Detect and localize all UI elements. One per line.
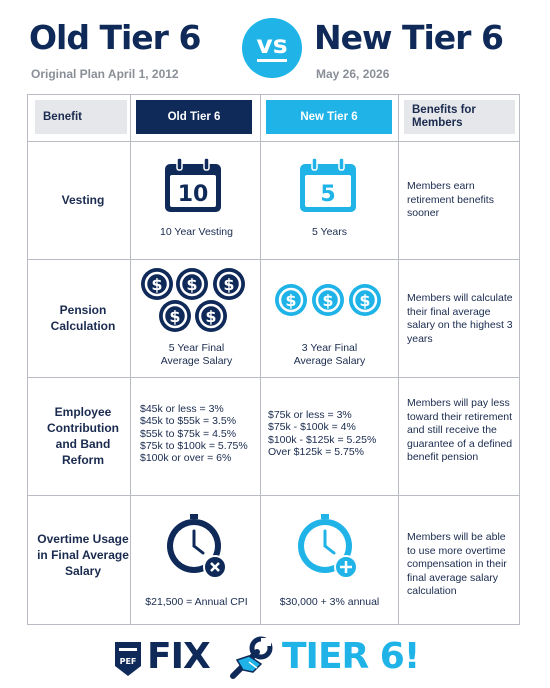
list-item: $75k - $100k = 4% <box>268 421 356 434</box>
overtime-old-caption: $21,500 = Annual CPI <box>145 596 248 608</box>
dollar-coin-icon <box>275 284 307 316</box>
benefit-name-contribution: Employee Contribution and Band Reform <box>47 405 119 467</box>
svg-text:$: $ <box>285 291 297 310</box>
vesting-new-caption: 5 Years <box>311 226 348 238</box>
calendar-icon <box>163 158 223 214</box>
header-old-tier: Old Tier 6 <box>136 100 252 134</box>
vesting-member-benefit: Members earn retirement benefits sooner <box>407 180 494 219</box>
list-item: $100k or over = 6% <box>140 452 232 465</box>
list-item: Over $125k = 5.75% <box>268 445 365 458</box>
clock-close-icon <box>163 513 229 579</box>
benefit-name-pension: Pension Calculation <box>50 303 116 333</box>
svg-text:$: $ <box>151 275 163 294</box>
list-item: $75k to $100k = 5.75% <box>140 439 248 452</box>
header-new-tier: New Tier 6 <box>266 100 392 134</box>
wrench-handshake-icon <box>227 636 279 682</box>
svg-text:$: $ <box>205 307 217 326</box>
pension-new-caption: 3 Year Final Average Salary <box>293 342 366 367</box>
row-divider <box>27 141 520 142</box>
column-divider <box>398 94 399 625</box>
vs-underline <box>257 59 287 62</box>
column-divider <box>260 94 261 625</box>
list-item: $75k or less = 3% <box>268 409 352 421</box>
row-divider <box>27 259 520 260</box>
svg-text:$: $ <box>186 275 198 294</box>
pension-member-benefit: Members will calculate their final average salary on the highest 3 years <box>407 292 513 345</box>
benefit-name-overtime: Overtime Usage in Final Average Salary <box>37 532 129 578</box>
footer-tier6-text: TIER 6! <box>282 636 420 677</box>
calendar-icon <box>298 158 358 214</box>
svg-text:$: $ <box>322 291 334 310</box>
svg-text:$: $ <box>223 275 235 294</box>
list-item: $55k to $75k = 4.5% <box>140 427 237 440</box>
new-contribution-list <box>268 409 376 458</box>
header-benefit: Benefit <box>35 100 127 134</box>
footer-fix-text: FIX <box>147 636 210 677</box>
overtime-new-caption: $30,000 + 3% annual <box>279 596 380 608</box>
clock-plus-icon <box>294 513 360 579</box>
row-divider <box>27 495 520 496</box>
old-tier-subtitle: Original Plan April 1, 2012 <box>31 67 179 81</box>
dollar-coin-icon <box>141 268 173 300</box>
dollar-coin-icon <box>176 268 208 300</box>
column-divider <box>130 94 131 625</box>
new-coins-graphic <box>272 282 384 318</box>
overtime-member-benefit: Members will be able to use more overtime compensation in their final average salary calculation <box>407 531 507 597</box>
old-contribution-list <box>140 403 248 464</box>
pef-logo <box>113 640 143 678</box>
benefit-name-vesting: Vesting <box>61 193 105 207</box>
new-tier-title: New Tier 6 <box>314 18 503 57</box>
old-tier-title: Old Tier 6 <box>29 18 201 57</box>
vs-badge: vs <box>242 18 302 78</box>
vesting-old-caption: 10 Year Vesting <box>160 226 233 238</box>
new-tier-subtitle: May 26, 2026 <box>316 67 390 81</box>
svg-text:$: $ <box>359 291 371 310</box>
pension-old-caption: 5 Year Final Average Salary <box>160 342 233 367</box>
svg-text:$: $ <box>169 307 181 326</box>
list-item: $45k to $55k = 3.5% <box>140 415 237 428</box>
list-item: $100k - $125k = 5.25% <box>268 433 377 446</box>
row-divider <box>27 377 520 378</box>
calendar-number-new: 5 <box>320 182 336 207</box>
old-coins-graphic <box>138 264 254 338</box>
svg-text:PEF: PEF <box>119 657 137 666</box>
contribution-member-benefit: Members will pay less toward their retirement and still receive the guarantee of a defined benefit pension <box>407 397 513 463</box>
dollar-coin-icon <box>349 284 381 316</box>
dollar-coin-icon <box>213 268 245 300</box>
dollar-coin-icon <box>195 300 227 332</box>
header-member-benefits: Benefits for Members <box>404 100 515 134</box>
dollar-coin-icon <box>312 284 344 316</box>
list-item: $45k or less = 3% <box>140 403 224 415</box>
dollar-coin-icon <box>159 300 191 332</box>
calendar-number-old: 10 <box>177 182 209 207</box>
